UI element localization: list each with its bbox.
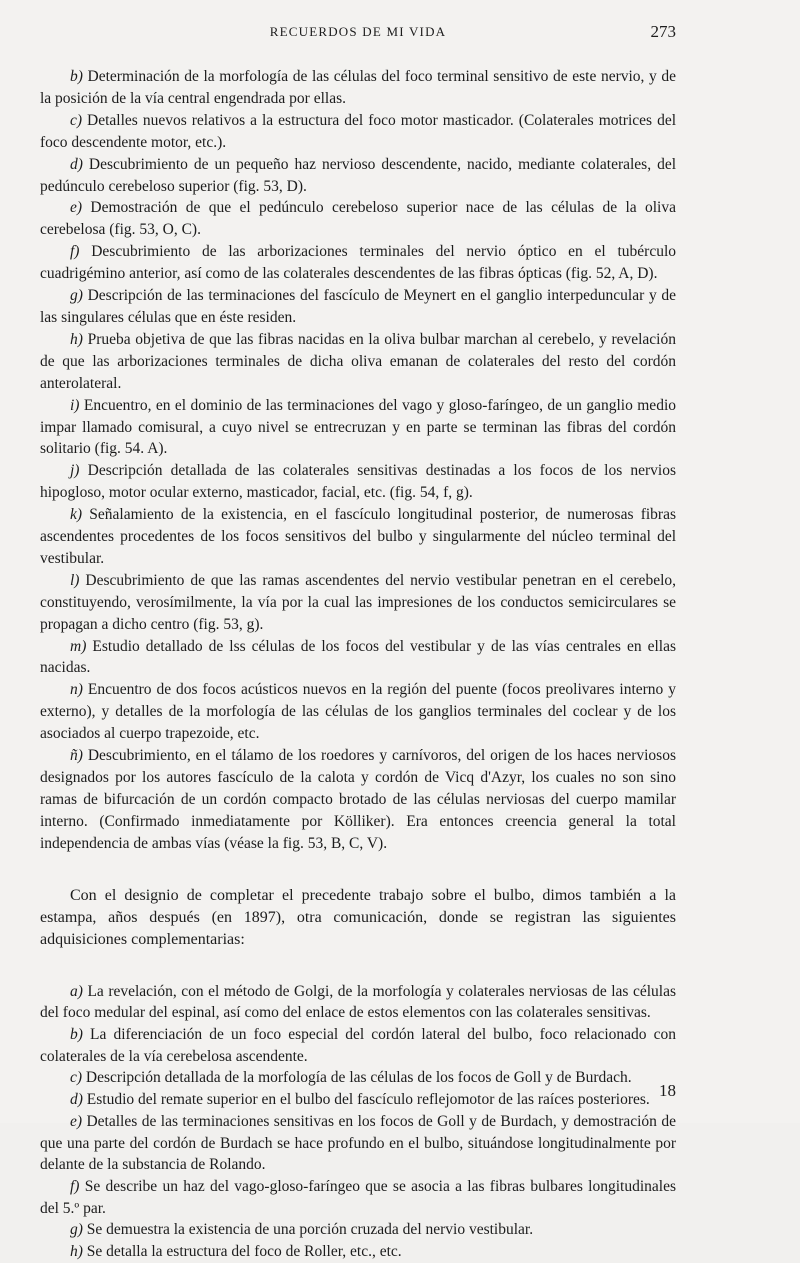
item-text: Descripción de las terminaciones del fascículo de Meynert en el ganglio interpeduncular y de las singulares células que en éste residen. — [40, 287, 677, 326]
list-item — [40, 66, 676, 110]
item-letter: j) — [70, 462, 80, 480]
list-item — [40, 460, 676, 504]
list-item — [40, 504, 676, 570]
item-text: Encuentro, en el dominio de las terminaciones del vago y gloso-faríngeo, de un ganglio medio impar llamado comisural, a cuyo nivel se entrecruzan y en parte se terminan las fibras del cordón solitario (fig. 54. A). — [40, 396, 676, 458]
item-letter: d) — [70, 155, 83, 173]
findings-list-complementary — [40, 981, 676, 1263]
item-text: Descubrimiento de las arborizaciones terminales del nervio óptico en el tubérculo cuadrigémino anterior, así como de las colaterales descendentes de las fibras ópticas (fig. 52, A, D). — [40, 243, 677, 283]
list-item — [40, 981, 676, 1024]
item-letter: l) — [70, 571, 80, 589]
list-item — [40, 636, 676, 680]
list-item — [40, 745, 676, 855]
item-text: La diferenciación de un foco especial del cordón lateral del bulbo, foco relacionado con colaterales de la vía cerebelosa ascendente. — [40, 1026, 676, 1065]
item-letter: g) — [70, 1221, 83, 1239]
list-item — [40, 1067, 676, 1089]
item-text: Descripción detallada de las colaterales sensitivas destinadas a los focos de los nervios hipogloso, motor ocular externo, masticador, facial, etc. (fig. 54, f, g). — [40, 462, 677, 502]
list-item — [40, 329, 676, 395]
item-letter: n) — [70, 681, 83, 699]
page-number: 273 — [650, 22, 676, 41]
list-item — [40, 197, 676, 241]
item-letter: h) — [70, 1243, 83, 1261]
text-column — [40, 66, 676, 1263]
item-letter: g) — [70, 287, 83, 305]
item-letter: f) — [70, 1177, 80, 1195]
list-item — [40, 241, 676, 285]
item-letter: ñ) — [70, 747, 83, 765]
list-item — [40, 1024, 676, 1067]
item-text: Estudio detallado de lss células de los focos del vestibular y de las vías centrales en ellas nacidas. — [40, 637, 677, 677]
list-item — [40, 1089, 676, 1111]
item-letter: m) — [70, 637, 87, 655]
item-letter: a) — [70, 982, 83, 1000]
list-item — [40, 1241, 676, 1263]
list-item — [40, 395, 676, 461]
list-item — [40, 1176, 676, 1219]
page-header — [40, 24, 676, 44]
item-letter: f) — [70, 243, 80, 261]
item-letter: h) — [70, 330, 83, 348]
item-letter: i) — [70, 396, 80, 414]
item-letter: e) — [70, 1112, 83, 1130]
item-text: Demostración de que el pedúnculo cerebeloso superior nace de las células de la oliva cerebelosa (fig. 53, O, C). — [40, 199, 676, 239]
list-item — [40, 679, 676, 745]
item-text: Detalles nuevos relativos a la estructura del foco motor masticador. (Colaterales motrices del foco descendente motor, etc.). — [40, 111, 676, 151]
item-text: Señalamiento de la existencia, en el fascículo longitudinal posterior, de numerosas fibras ascendentes procedentes de los focos sensitivos del bulbo y singularmente del núcleo terminal del vestibular. — [40, 506, 677, 567]
item-letter: c) — [70, 111, 83, 129]
item-letter: e) — [70, 199, 83, 217]
list-item — [40, 1111, 676, 1176]
intro-paragraph: Con el designio de completar el precedente trabajo sobre el bulbo, dimos también a la estampa, años después (en 1897), otra comunicación, donde se registran las siguientes adquisiciones complementarias: — [40, 886, 676, 948]
item-text: Encuentro de dos focos acústicos nuevos en la región del puente (focos preolivares interno y externo), y detalles de la morfología de las células de los ganglios terminales del coclear y de los asociados al cuerpo trapezoide, etc. — [40, 681, 676, 743]
item-text: Se describe un haz del vago-gloso-faríngeo que se asocia a las fibras bulbares longitudinales del 5.º par. — [40, 1177, 676, 1217]
item-text: Descripción detallada de la morfología de las células de los focos de Goll y de Burdach. — [85, 1069, 632, 1087]
list-item — [40, 1219, 676, 1241]
item-text: Descubrimiento, en el tálamo de los roedores y carnívoros, del origen de los haces nerviosos designados por los autores fascículo de la calota y cordón de Vicq d'Azyr, los cuales no son sino ramas de bifurcación de un cordón compacto brotado de las células nerviosas del cuerpo mamilar interno. (Confirmado inmediatamente por Kölliker). Era entonces creencia general la total independencia de ambas vías (véase la fig. 53, B, C, V). — [40, 747, 676, 852]
item-letter: c) — [70, 1069, 83, 1087]
item-text: Detalles de las terminaciones sensitivas en los focos de Goll y de Burdach, y demostración de que una parte del cordón de Burdach se hace profundo en el bulbo, situándose longitudinalmente por delante de la substancia de Rolando. — [40, 1112, 676, 1174]
item-text: Prueba objetiva de que las fibras nacidas en la oliva bulbar marchan al cerebelo, y revelación de que las arborizaciones terminales de dicha oliva emanan de colaterales del resto del cordón anterolateral. — [40, 330, 676, 392]
item-letter: d) — [70, 1091, 83, 1109]
item-text: Descubrimiento de que las ramas ascendentes del nervio vestibular penetran en el cerebelo, constituyendo, verosímilmente, la vía por la cual las impresiones de los conductos semicirculares se propagan a dicho centro (fig. 53, g). — [40, 571, 677, 633]
list-item — [40, 285, 676, 329]
item-text: Se detalla la estructura del foco de Roller, etc., etc. — [86, 1243, 402, 1261]
running-head: RECUERDOS DE MI VIDA — [269, 24, 447, 39]
item-letter: b) — [70, 1026, 83, 1044]
signature-mark: 18 — [659, 1081, 676, 1100]
item-text: Determinación de la morfología de las células del foco terminal sensitivo de este nervio, y de la posición de la vía central engendrada por ellas. — [40, 68, 676, 107]
item-text: Descubrimiento de un pequeño haz nervioso descendente, nacido, mediante colaterales, del pedúnculo cerebeloso superior (fig. 53, D). — [40, 155, 677, 195]
item-text: Se demuestra la existencia de una porción cruzada del nervio vestibular. — [86, 1221, 534, 1239]
list-item — [40, 154, 676, 198]
item-letter: b) — [70, 68, 83, 85]
item-text: Estudio del remate superior en el bulbo del fascículo reflejomotor de las raíces posteriores. — [86, 1091, 650, 1109]
item-text: La revelación, con el método de Golgi, de la morfología y colaterales nerviosas de las células del foco medular del espinal, así como del enlace de estos elementos con las colaterales sensitivas. — [40, 982, 677, 1022]
item-letter: k) — [70, 506, 83, 524]
list-item — [40, 110, 676, 154]
findings-list-bulb — [40, 66, 676, 855]
list-item — [40, 570, 676, 636]
